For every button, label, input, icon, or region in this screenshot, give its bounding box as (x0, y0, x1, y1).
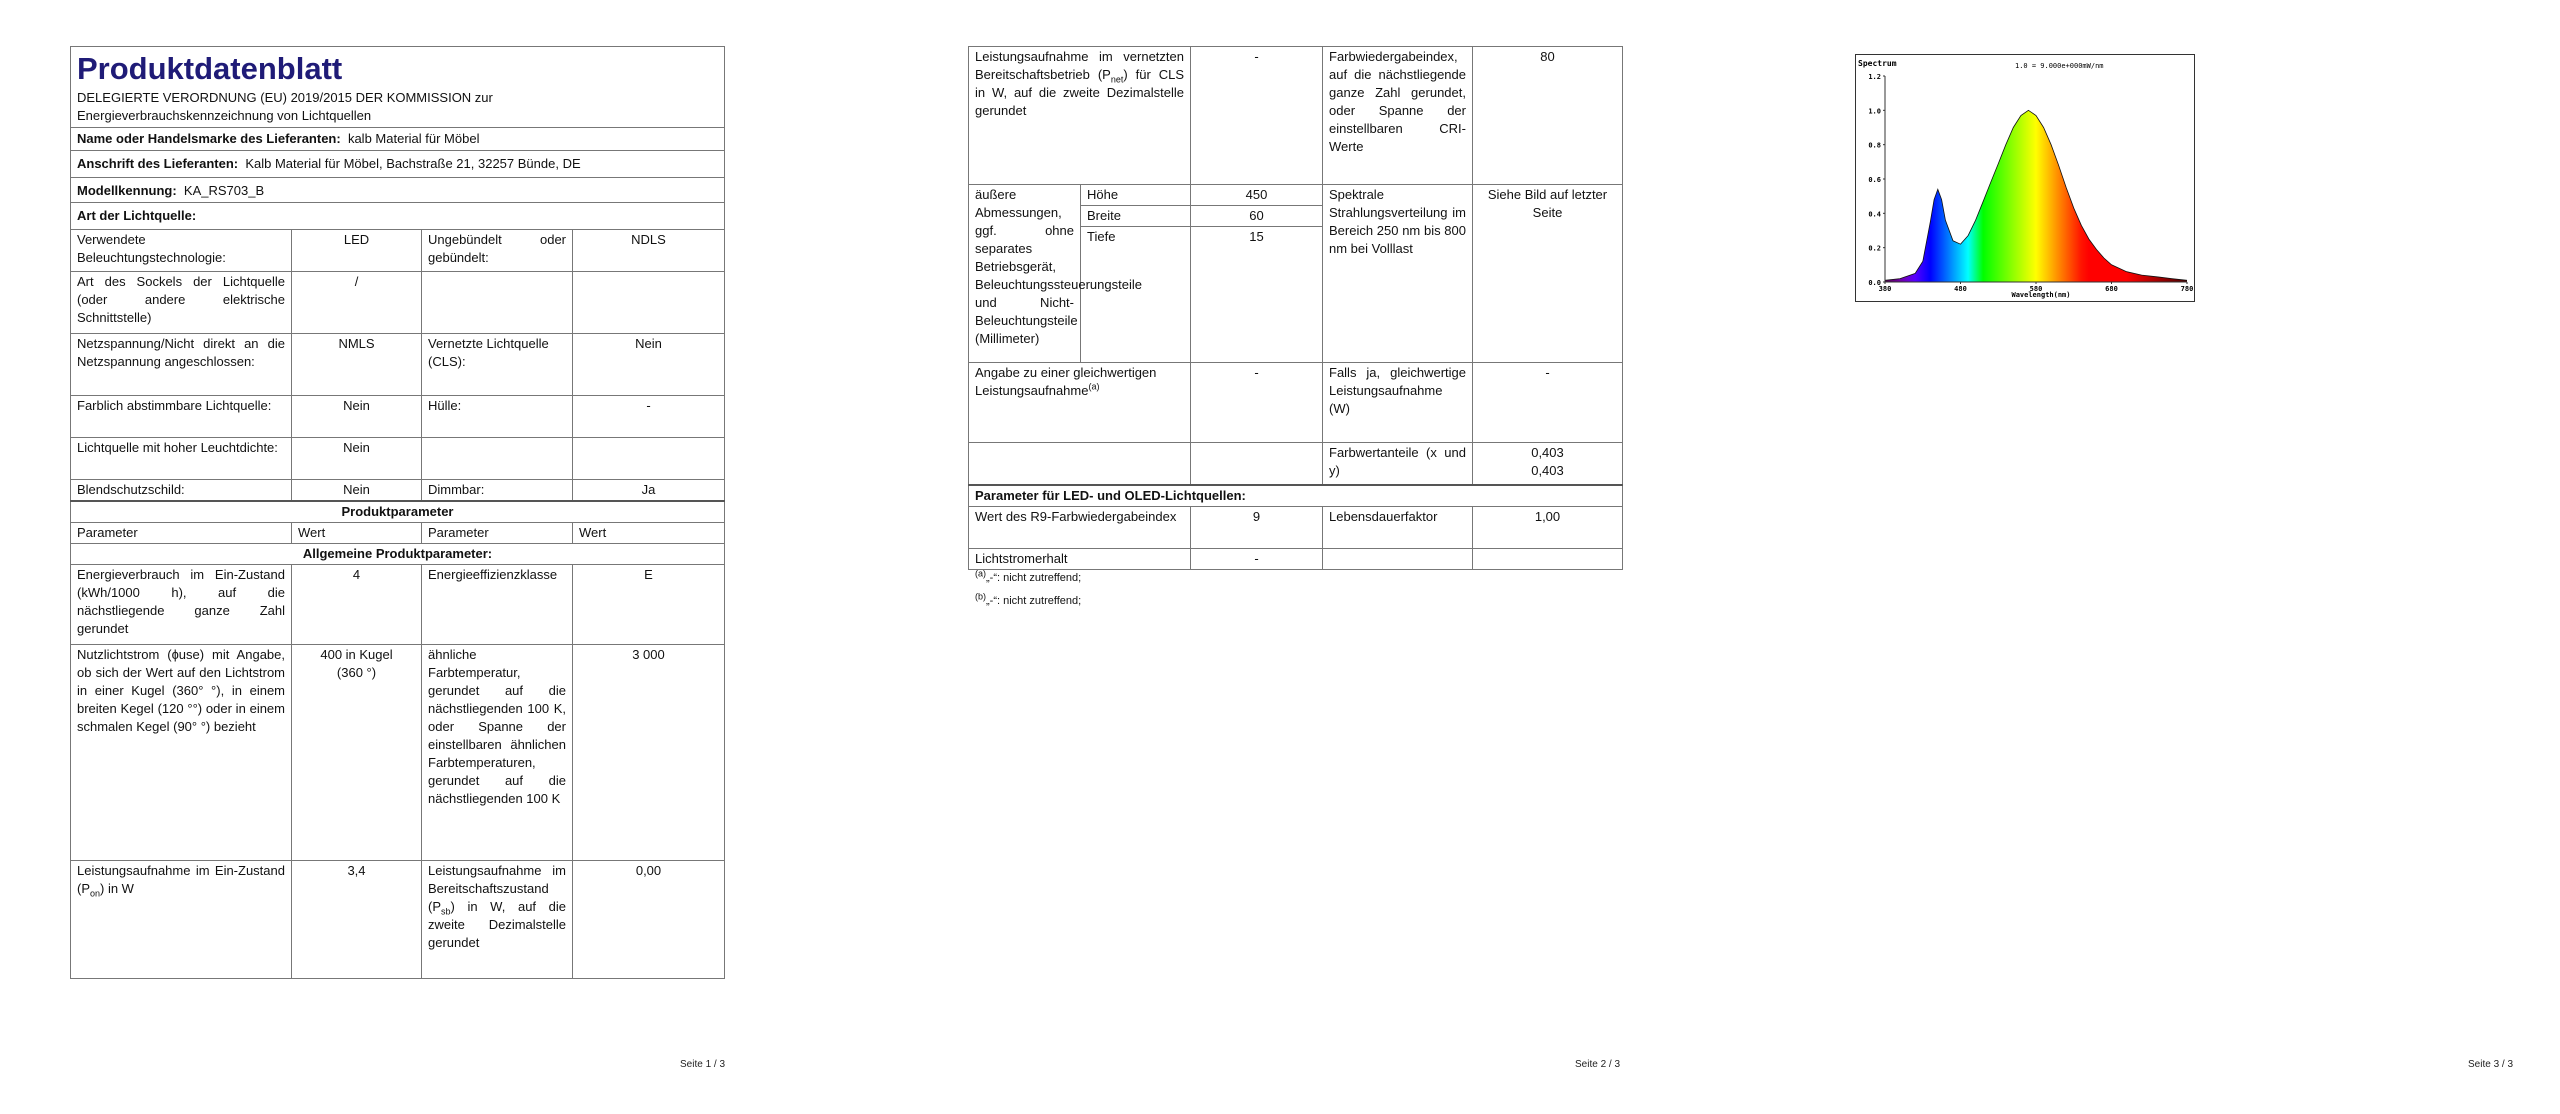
col-header-value-1: Wert (292, 523, 422, 544)
cls-value: Nein (573, 334, 725, 396)
col-header-parameter-2: Parameter (422, 523, 573, 544)
lumen-maintenance-label: Lichtstromerhalt (969, 548, 1191, 569)
x-axis-label: Wavelength(nm) (2011, 291, 2071, 299)
width-label: Breite (1081, 206, 1191, 227)
y-tick-label: 0.4 (1868, 210, 1881, 219)
envelope-label: Hülle: (422, 396, 573, 438)
supplier-address-label: Anschrift des Lieferanten: (77, 156, 239, 171)
equivalent-power-label: Angabe zu einer gleichwertigen Leistungsaufnahme$^{(a)}$ (969, 363, 1191, 443)
x-tick-label: 680 (2105, 285, 2118, 293)
networked-standby-label: Leistungsaufnahme im vernetzten Bereitschaftsbetrieb $(P_{net})$ für CLS in W, auf die zweite Dezimalstelle gerundet (969, 47, 1191, 185)
spectral-label: Spektrale Strahlungsverteilung im Bereich 250 nm bis 800 nm bei Volllast (1323, 185, 1473, 363)
model-value: KA_RS703_B (183, 183, 265, 198)
antiglare-value: Nein (292, 480, 422, 502)
luminous-flux-label: Nutzlichtstrom (ɸuse) mit Angabe, ob sich der Wert auf den Lichtstrom in einer Kugel (360° °), in einem breiten Kegel (120 °°) oder in einem schmalen Kegel (90° °) bezieht (71, 645, 292, 861)
technology-label: Verwendete Beleuchtungstechnologie: (71, 230, 292, 272)
dimmable-label: Dimmbar: (422, 480, 573, 502)
chart-annotation: 1.0 = 9.000e+000mW/nm (2015, 62, 2104, 70)
energy-class-label: Energieeffizienzklasse (422, 565, 573, 645)
if-yes-label: Falls ja, gleichwertige Leistungsaufnahme (W) (1323, 363, 1473, 443)
page-number-1: Seite 1 / 3 (680, 1059, 726, 1070)
y-tick-label: 0.0 (1868, 279, 1881, 287)
energy-class-value: E (573, 565, 725, 645)
y-tick-label: 0.6 (1868, 176, 1881, 184)
high-luminance-label: Lichtquelle mit hoher Leuchtdichte: (71, 438, 292, 480)
color-tunable-label: Farblich abstimmbare Lichtquelle: (71, 396, 292, 438)
y-tick-label: 1.0 (1868, 107, 1881, 116)
spectral-value: Siehe Bild auf letzter Seite (1473, 185, 1623, 363)
footnote-a: $^{(a)}$„-“: nicht zutreffend; (975, 568, 1082, 584)
y-tick-label: 0.8 (1868, 141, 1881, 150)
spectrum-chart (1855, 54, 2195, 302)
product-datasheet-table-page-1 (70, 46, 725, 979)
luminous-flux-value: 400 in Kugel (320, 647, 393, 662)
model-label: Modellkennung: (77, 183, 177, 198)
product-parameters-heading: Produktparameter (71, 501, 725, 523)
on-power-label: Leistungsaufnahme im Ein-Zustand $(P_{on})$ in W (71, 861, 292, 979)
envelope-value: - (573, 396, 725, 438)
x-tick-label: 580 (2029, 285, 2043, 293)
standby-power-label: Leistungsaufnahme im Bereitschaftszustand $(P_{sb})$ in W, auf die zweite Dezimalstelle gerundet (422, 861, 573, 979)
bundled-label: Ungebündelt oder gebündelt: (422, 230, 573, 272)
energy-consumption-value: 4 (292, 565, 422, 645)
bundled-value: NDLS (573, 230, 725, 272)
light-source-type-heading: Art der Lichtquelle: (71, 203, 725, 230)
depth-label: Tiefe (1081, 227, 1191, 363)
height-value: 450 (1191, 185, 1323, 206)
regulation-line-1: DELEGIERTE VERORDNUNG (EU) 2019/2015 DER KOMMISSION zur (77, 90, 493, 105)
technology-value: LED (292, 230, 422, 272)
width-value: 60 (1191, 206, 1323, 227)
depth-value: 15 (1191, 227, 1323, 363)
x-tick-label: 480 (1954, 285, 1967, 293)
page-1 (0, 0, 853, 1114)
page-number-3: Seite 3 / 3 (2468, 1059, 2514, 1070)
mains-label: Netzspannung/Nicht direkt an die Netzspannung angeschlossen: (71, 334, 292, 396)
high-luminance-value: Nein (292, 438, 422, 480)
antiglare-label: Blendschutzschild: (71, 480, 292, 502)
color-tunable-value: Nein (292, 396, 422, 438)
height-label: Höhe (1081, 185, 1191, 206)
on-power-value: 3,4 (292, 861, 422, 979)
r9-value: 9 (1191, 506, 1323, 548)
dimensions-label: äußere Abmessungen, ggf. ohne separates Betriebsgerät, Beleuchtungssteuerungsteile und Nicht-Beleuchtungsteile (Millimeter) (969, 185, 1081, 363)
y-tick-label: 1.2 (1868, 73, 1881, 81)
x-tick-label: 380 (1878, 285, 1892, 293)
cct-value: 3 000 (573, 645, 725, 861)
mains-value: NMLS (292, 334, 422, 396)
equivalent-power-value: - (1191, 363, 1323, 443)
networked-standby-value: - (1191, 47, 1323, 185)
document-title: Produktdatenblatt (77, 51, 343, 86)
standby-power-value: 0,00 (573, 861, 725, 979)
survival-factor-value: 1,00 (1473, 506, 1623, 548)
supplier-address-value: Kalb Material für Möbel, Bachstraße 21, 32257 Bünde, DE (245, 156, 581, 171)
chromaticity-label: Farbwertanteile (x und y) (1323, 443, 1473, 485)
if-yes-value: - (1473, 363, 1623, 443)
footnote-b: $^{(b)}$„-“: nicht zutreffend; (975, 591, 1082, 607)
chromaticity-y-value: 0,403 (1531, 463, 1564, 478)
y-tick-label: 0.2 (1868, 244, 1881, 253)
r9-label: Wert des R9-Farbwiedergabeindex (969, 506, 1191, 548)
energy-consumption-label: Energieverbrauch im Ein-Zustand (kWh/1000 h), auf die nächstliegende ganze Zahl gerundet (71, 565, 292, 645)
cri-value: 80 (1473, 47, 1623, 185)
product-datasheet-table-page-2 (968, 46, 1623, 570)
lumen-maintenance-value: - (1191, 548, 1323, 569)
led-oled-heading: Parameter für LED- und OLED-Lichtquellen: (969, 485, 1623, 507)
luminous-flux-geometry: (360 °) (336, 665, 377, 680)
cls-label: Vernetzte Lichtquelle (CLS): (422, 334, 573, 396)
supplier-name-value: kalb Material für Möbel (347, 131, 480, 146)
dimmable-value: Ja (573, 480, 725, 502)
chromaticity-x-value: 0,403 (1531, 445, 1564, 460)
regulation-line-2: Energieverbrauchskennzeichnung von Lichtquellen (77, 108, 372, 123)
socket-value: / (292, 272, 422, 334)
chart-title: Spectrum (1858, 59, 1897, 68)
page-number-2: Seite 2 / 3 (1575, 1059, 1621, 1070)
col-header-parameter-1: Parameter (71, 523, 292, 544)
page-2 (853, 0, 1706, 1114)
cri-label: Farbwiedergabeindex, auf die nächstliegende ganze Zahl gerundet, oder Spanne der einstellbaren CRI-Werte (1323, 47, 1473, 185)
survival-factor-label: Lebensdauerfaktor (1323, 506, 1473, 548)
supplier-name-label: Name oder Handelsmarke des Lieferanten: (77, 131, 341, 146)
general-parameters-heading: Allgemeine Produktparameter: (71, 544, 725, 565)
socket-label: Art des Sockels der Lichtquelle (oder andere elektrische Schnittstelle) (71, 272, 292, 334)
x-tick-label: 780 (2180, 285, 2194, 293)
cct-label: ähnliche Farbtemperatur, gerundet auf die nächstliegenden 100 K, oder Spanne der einstellbaren ähnlichen Farbtemperaturen, gerundet auf die nächstliegenden 100 K (422, 645, 573, 861)
col-header-value-2: Wert (573, 523, 725, 544)
